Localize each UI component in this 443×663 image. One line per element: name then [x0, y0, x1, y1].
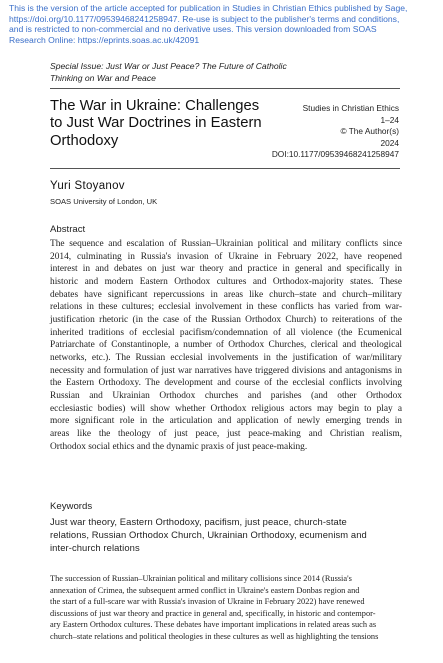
abstract-heading: Abstract: [50, 224, 86, 235]
notice-line: This is the version of the article accepted for publication in Studies in Christian Ethics published by Sage,: [9, 3, 408, 13]
keywords-heading: Keywords: [50, 501, 93, 512]
special-issue-line: Thinking on War and Peace: [50, 73, 156, 83]
abstract-line: inherited traditions of ecclesial pacifism/condemnation of all violence (the Ecumenical: [50, 327, 402, 338]
abstract-line: justification rhetoric (in the case of the Russian Orthodox Church) to reiterations of the: [50, 314, 402, 325]
body-line: church–state relations and political theologies in these cultures as well as highlighting the tensions: [50, 631, 379, 641]
body-line: discussions of just war theory and practice in general and, specifically, in historic and contempor-: [50, 608, 376, 618]
abstract-line: The sequence and escalation of Russian–Ukrainian political and military conflicts since: [50, 239, 402, 249]
abstract-line: Orthodox social ethics and the dynamic praxis of just peace-making.: [50, 441, 308, 452]
publication-notice: [9, 3, 435, 45]
article-title: [50, 98, 290, 150]
author-affiliation: SOAS University of London, UK: [50, 197, 158, 206]
body-paragraph: [50, 573, 402, 643]
year: 2024: [380, 137, 399, 148]
abstract-line: 2014, culminating in Russia's invasion of Ukraine in February 2022, have reopened: [50, 251, 402, 262]
abstract-line: ecclesiastic bodies) will show whether Orthodox religious actors may begin to play a: [50, 403, 402, 414]
abstract-line: necessity and formulation of just war narratives have triggered divisions and antagonisms in: [50, 365, 402, 376]
page-range: 1–24: [380, 114, 399, 125]
abstract-line: networks, etc.). The Russian ecclesial involvements in the justification of war/military: [50, 352, 402, 363]
doi: DOI:10.1177/09539468241258947: [271, 149, 399, 159]
title-line: Orthodoxy: [50, 132, 119, 149]
keywords-list: [50, 516, 402, 554]
abstract-line: interest in and debates on just war theory and practice in general and specifically in: [50, 264, 402, 275]
notice-line: Research Online: https://eprints.soas.ac.uk/42091: [9, 34, 200, 45]
header-rule: [50, 88, 400, 89]
abstract-line: areas like the theology of just peace, just peace-making and Christian realism,: [50, 428, 402, 439]
special-issue-label: [50, 60, 380, 84]
journal-name: Studies in Christian Ethics: [302, 103, 399, 113]
abstract-text: [50, 238, 402, 453]
body-line: The succession of Russian–Ukrainian political and military collisions since 2014 (Russia's: [50, 574, 352, 583]
body-line: annexation of Crimea, the subsequent armed conflict in Ukraine's eastern Donbas region and: [50, 585, 360, 595]
notice-line: https://doi.org/10.1177/09539468241258947. Re-use is subject to the publisher's terms and conditions,: [9, 13, 400, 24]
keywords-line: inter-church relations: [50, 541, 140, 553]
special-issue-line: Special Issue: Just War or Just Peace? The Future of Catholic: [50, 61, 287, 71]
abstract-line: debates have significant repercussions in areas like church–state and church–military: [50, 289, 402, 300]
body-line: ary Eastern Orthodox cultures. These debates have important implications in related areas such as: [50, 620, 377, 630]
abstract-line: historic and modern Eastern Orthodox cultures and Orthodox-majority states. These: [50, 276, 402, 287]
abstract-line: more significant role in the articulation and application of newly emerging trends in: [50, 416, 402, 427]
journal-meta: [272, 103, 399, 161]
notice-line: and is restricted to non-commercial and no derivative uses. This version downloaded from SOAS: [9, 24, 377, 35]
keywords-line: relations, Russian Orthodox Church, Ukrainian Orthodoxy, ecumenism and: [50, 528, 367, 540]
author-name: Yuri Stoyanov: [50, 180, 125, 192]
abstract-line: the Eastern Orthodoxy. The development and course of the ecclesial conflicts involving: [50, 378, 402, 389]
title-line: The War in Ukraine: Challenges: [50, 98, 260, 114]
title-line: to Just War Doctrines in Eastern: [50, 115, 262, 132]
copyright: © The Author(s): [340, 126, 399, 136]
abstract-line: Russian and Ukrainian Orthodox churches and parishes (and other Orthodox: [50, 390, 402, 401]
abstract-line: Patriarchate of Constantinople, a number of Orthodox Churches, clerical and theological: [50, 340, 402, 351]
keywords-line: Just war theory, Eastern Orthodoxy, pacifism, just peace, church-state: [50, 516, 347, 527]
abstract-line: relations in these cultures; ecclesial involvement in these conflicts has varied from war-: [50, 302, 402, 313]
title-rule: [50, 168, 400, 169]
body-line: the start of a full-scare war with Russia's invasion of Ukraine in February 2022) have renewed: [50, 597, 365, 607]
